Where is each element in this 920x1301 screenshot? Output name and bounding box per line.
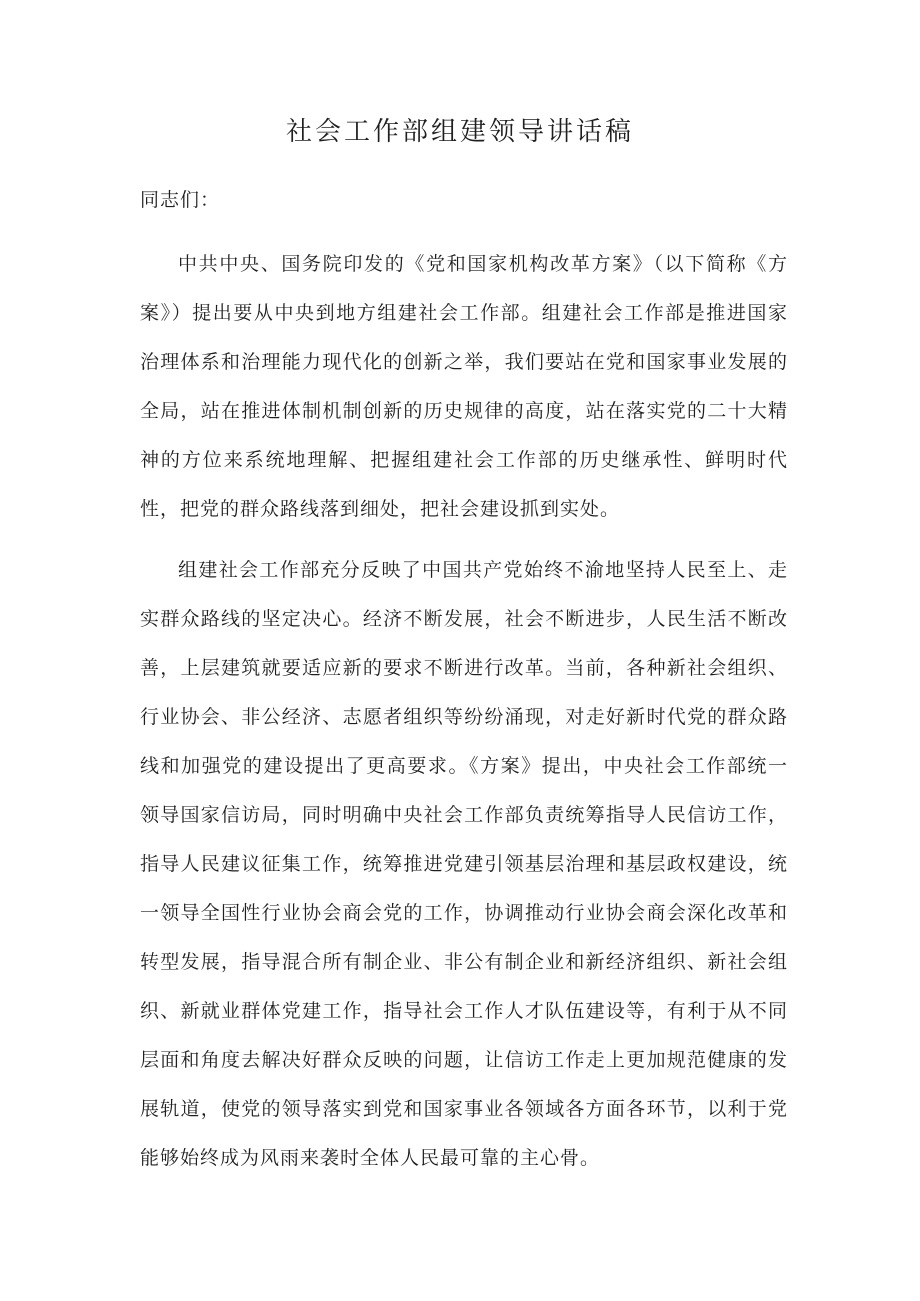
document-title: 社会工作部组建领导讲话稿 bbox=[285, 117, 634, 147]
paragraph-1: 中共中央、国务院印发的《党和国家机构改革方案》（以下简称《方案》）提出要从中央到地方组建社会工作部。组建社会工作部是推进国家治理体系和治理能力现代化的创新之举，我们要站在党和国家事业发展的全局，站在推进体制机制创新的历史规律的高度，站在落实党的二十大精神的方位来系统地理解、把握组建社会工作部的历史继承性、鲜明时代性，把党的群众路线落到细处，把社会建设抓到实处。 bbox=[140, 253, 788, 520]
paragraph-2: 组建社会工作部充分反映了中国共产党始终不渝地坚持人民至上、走实群众路线的坚定决心。经济不断发展，社会不断进步，人民生活不断改善，上层建筑就要适应新的要求不断进行改革。当前，各种新社会组织、行业协会、非公经济、志愿者组织等纷纷涌现，对走好新时代党的群众路线和加强党的建设提出了更高要求。《方案》提出，中央社会工作部统一领导国家信访局，同时明确中央社会工作部负责统筹指导人民信访工作，指导人民建议征集工作，统筹推进党建引领基层治理和基层政权建设，统一领导全国性行业协会商会党的工作，协调推动行业协会商会深化改革和转型发展，指导混合所有制企业、非公有制企业和新经济组织、新社会组织、新就业群体党建工作，指导社会工作人才队伍建设等，有利于从不同层面和角度去解决好群众反映的问题，让信访工作走上更加规范健康的发展轨道，使党的领导落实到党和国家事业各领域各方面各环节，以利于党能够始终成为风雨来袭时全体人民最可靠的主心骨。 bbox=[140, 559, 788, 1169]
salutation: 同志们： bbox=[140, 189, 221, 211]
